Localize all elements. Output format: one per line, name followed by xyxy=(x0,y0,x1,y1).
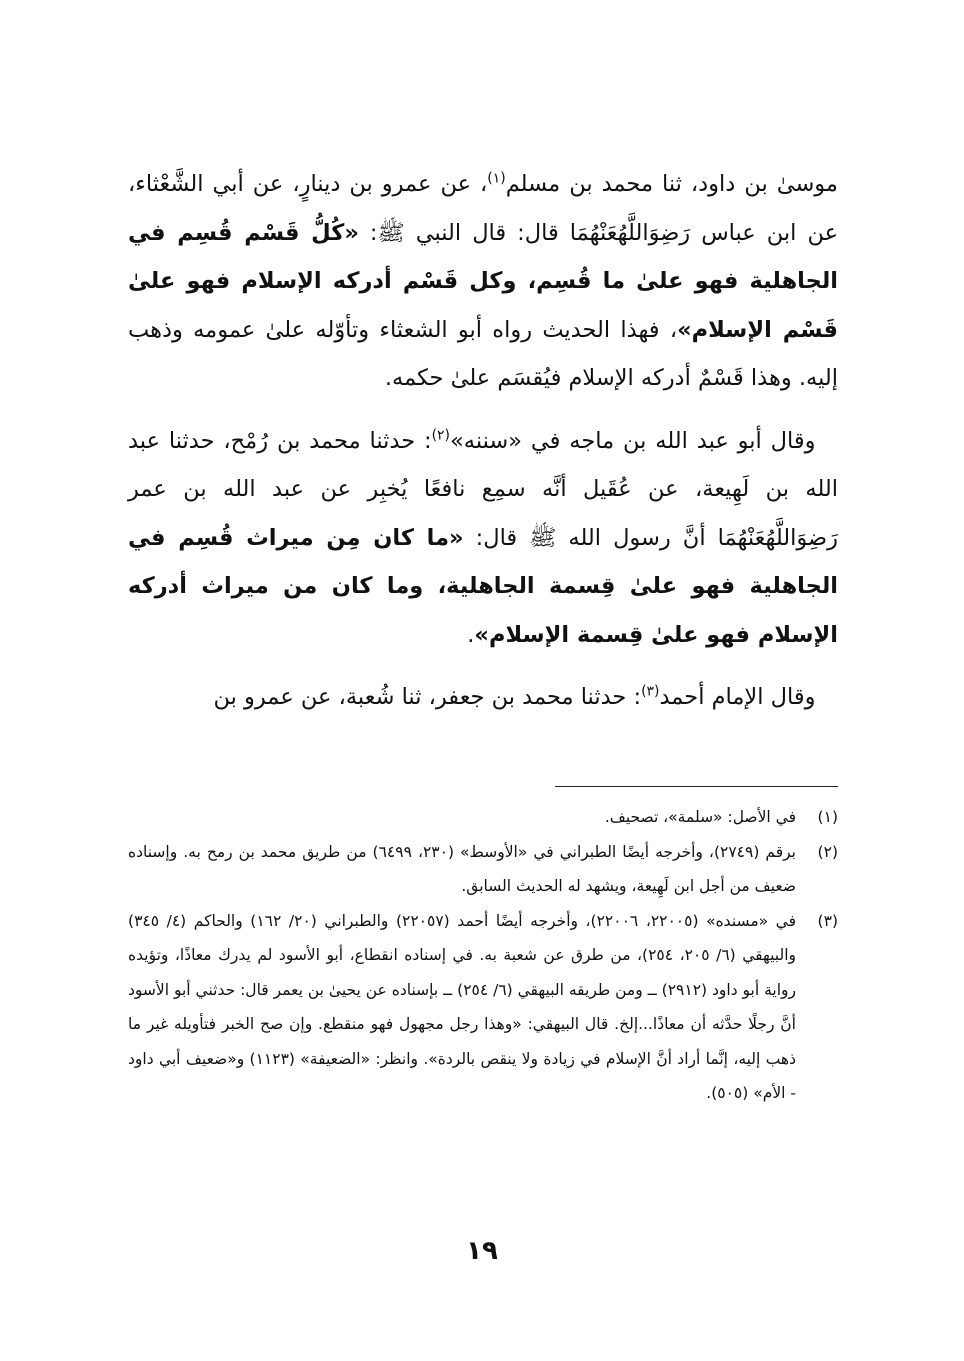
footnote-text: في «مسنده» (٢٢٠٠٥، ٢٢٠٠٦)، وأخرجه أيضًا أحمد (٢٢٠٥٧) والطبراني (٢٠/ ١٦٢) والحاكم (٤/ ٣٤٥) والبيهقي (٦/ ٢٠٥، ٢٥٤)، من طرق عن شعبة به. في إسناده انقطاع، أبو الأسود لم يدرك معاذًا، وتؤيده رواية أبو داود (٢٩١٢) ــ ومن طريقه البيهقي (٦/ ٢٥٤) ــ بإسناده عن يحيىٰ بن يعمر قال: حدثني أبو الأسود أنَّ رجلًا حدَّثه أن معاذًا...إلخ. قال البيهقي: «وهذا رجل مجهول فهو منقطع. وإن صح الخبر فتأويله غير ما ذهب إليه، إنَّما أراد أنَّ الإسلام في زيادة ولا ينقص بالردة». وانظر: «الضعيفة» (١١٢٣) و«ضعيف أبي داود - الأم» (٥٠٥). xyxy=(128,911,797,1102)
para2-text-2: : حدثنا محمد بن رُمْح، حدثنا عبد الله بن لَهِيعة، عن عُقَيل أنَّه سمِع نافعًا يُخبِر عن عبد الله بن عمر رَضِوَاللَّهُعَنْهُمَا أنَّ رسول الله ﷺ قال: xyxy=(128,427,838,551)
para3-text-2: : حدثنا محمد بن جعفر، ثنا شُعبة، عن عمرو بن xyxy=(213,684,642,710)
footnote-number: (٣) xyxy=(817,911,838,930)
footnote-ref-1: (١) xyxy=(487,170,506,187)
footnote-1 xyxy=(128,800,838,835)
para2-text-3: . xyxy=(467,621,475,648)
footnote-ref-2: (٢) xyxy=(431,427,450,443)
hadith-quote-2: «ما كان مِن ميراث قُسِم في الجاهلية فهو علىٰ قِسمة الجاهلية، وما كان من ميراث أدركه الإسلام فهو علىٰ قِسمة الإسلام» xyxy=(128,524,838,648)
paragraph-1 xyxy=(128,160,838,403)
footnote-text: في الأصل: «سلمة»، تصحيف. xyxy=(604,808,796,826)
para1-text-2: ، عن عمرو بن دينارٍ، عن أبي الشَّعْثاء، عن ابن عباس رَضِوَاللَّهُعَنْهُمَا قال: قال النبي ﷺ: xyxy=(128,171,838,246)
para2-text-1: وقال أبو عبد الله بن ماجه في «سننه» xyxy=(449,427,816,454)
para3-text-1: وقال الإمام أحمد xyxy=(659,684,816,710)
footnote-number: (١) xyxy=(817,808,838,826)
page-number: ١٩ xyxy=(466,1236,498,1266)
footnote-ref-3: (٣) xyxy=(641,683,660,700)
footnote-number: (٢) xyxy=(817,842,838,861)
footnote-3 xyxy=(128,904,838,1111)
footnote-text: برقم (٢٧٤٩)، وأخرجه أيضًا الطبراني في «الأوسط» (٢٣٠، ٦٤٩٩) من طريق محمد بن رمح به. وإسناده ضعيف من أجل ابن لَهِيعة، ويشهد له الحديث السابق. xyxy=(128,842,796,895)
footnote-2 xyxy=(128,835,838,904)
para1-text-1: موسىٰ بن داود، ثنا محمد بن مسلم xyxy=(505,171,838,197)
footnote-separator xyxy=(555,786,838,787)
footnotes xyxy=(128,800,838,1111)
main-text xyxy=(128,160,838,736)
para1-text-3: ، فهذا الحديث رواه أبو الشعثاء وتأوّله علىٰ عمومه وذهب إليه. وهذا قَسْمٌ أدركه الإسلام فيُقسَم علىٰ حكمه. xyxy=(128,316,838,391)
paragraph-3 xyxy=(128,673,838,722)
paragraph-2 xyxy=(128,417,838,660)
hadith-quote-1: «كُلُّ قَسْم قُسِم في الجاهلية فهو علىٰ ما قُسِم، وكل قَسْم أدركه الإسلام فهو علىٰ قَسْم الإسلام» xyxy=(128,219,838,343)
